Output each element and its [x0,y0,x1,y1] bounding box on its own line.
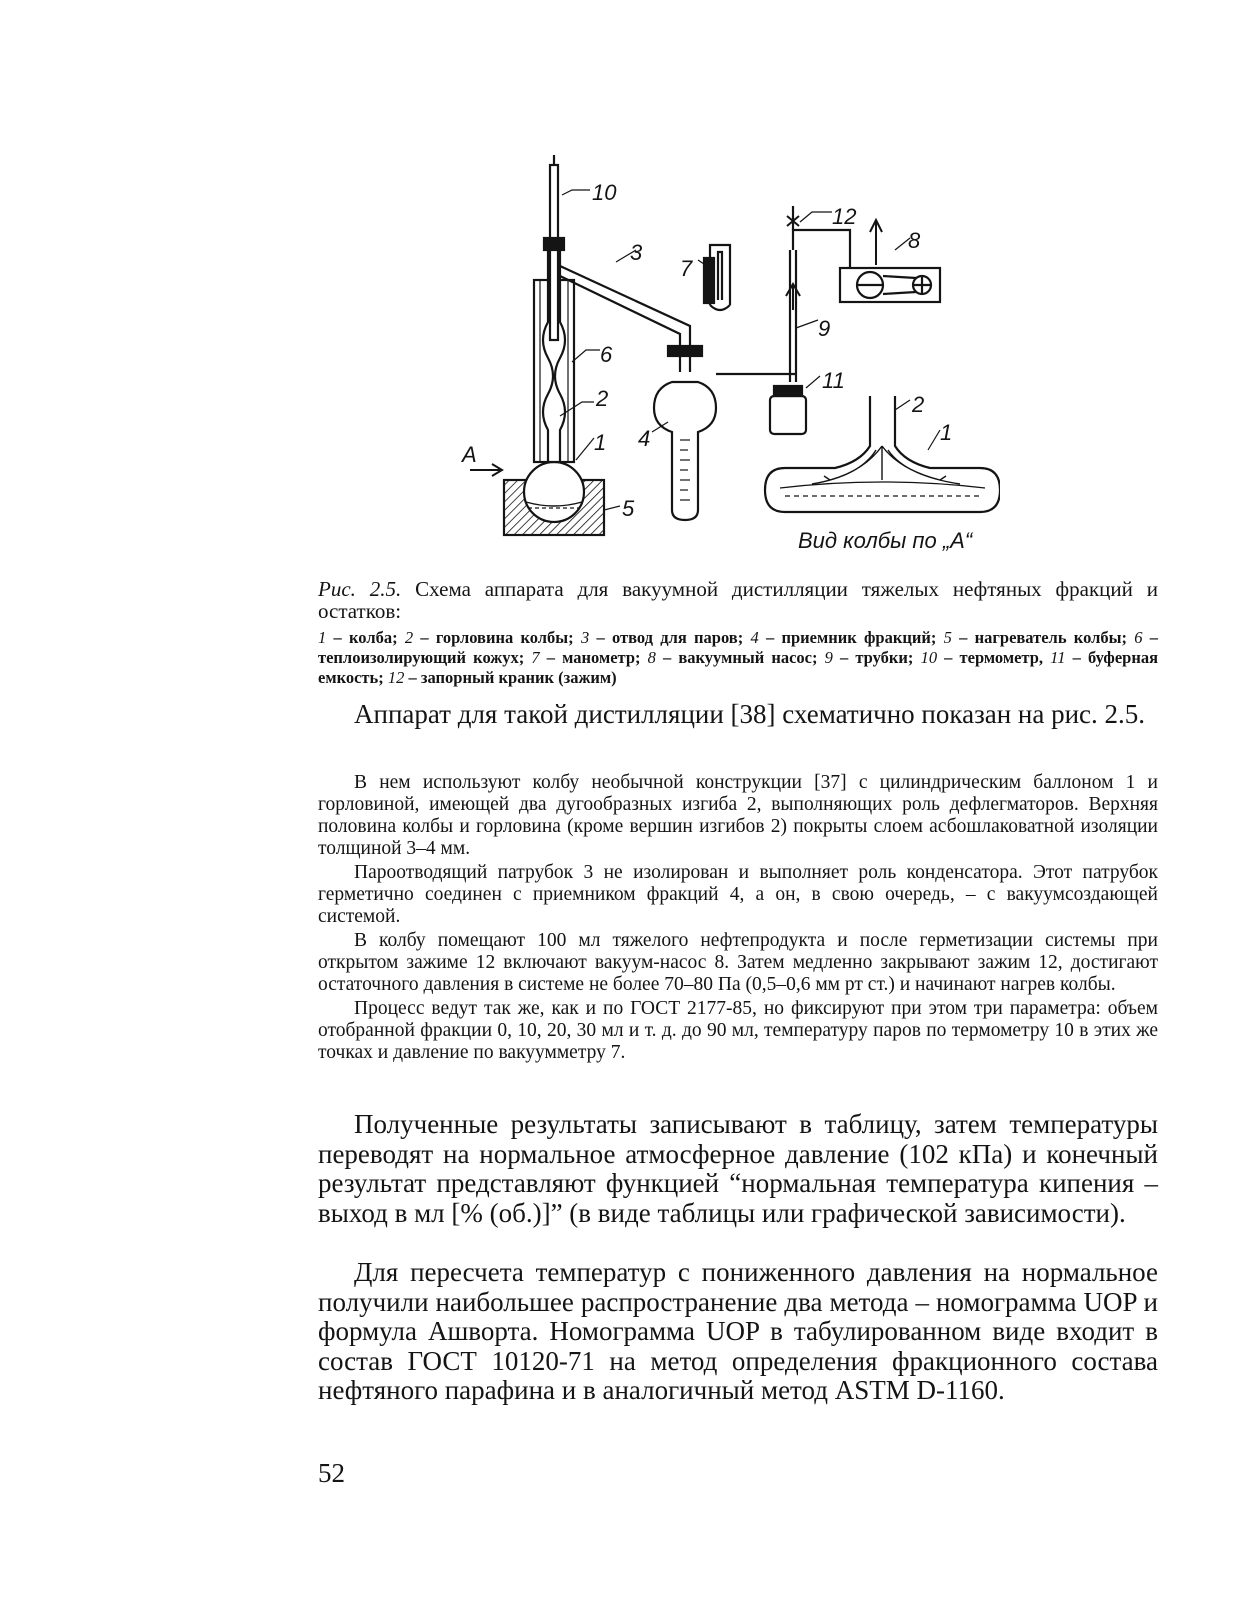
legend-item-text: – отвод для паров; [589,628,751,647]
label-3: 3 [630,240,643,265]
flask [524,462,584,522]
paragraph-methods [318,1258,1158,1406]
view-a-caption: Вид колбы по „А“ [798,528,973,553]
legend-item-text: – запорный краник (зажим) [404,668,617,687]
legend-item-number: 6 [1134,628,1143,647]
figure-number: Рис. 2.5. [318,577,402,601]
small-paragraph-2: Пароотводящий патрубок 3 не изолирован и выполняет роль конденсатора. Этот патрубок герметично соединен с приемником фракций 4, а он, в свою очередь, – с вакуумсоздающей системой. [318,862,1158,927]
label-a: A [462,442,477,467]
small-paragraph-3: В колбу помещают 100 мл тяжелого нефтепродукта и после герметизации системы при открытом зажиме 12 включают вакуум-насос 8. Затем медленно закрывают зажим 12, достигают остаточного давления в системе не более 70–80 Па (0,5–0,6 мм рт ст.) и начинают нагрев колбы. [318,930,1158,995]
legend-item-text: – манометр; [539,648,648,667]
legend-item-number: 1 [318,628,327,647]
small-paragraph-4: Процесс ведут так же, как и по ГОСТ 2177-85, но фиксируют при этом три параметра: объем отобранной фракции 0, 10, 20, 30 мл и т. д. до 90 мл, температуру паров по термометру 10 в этих же точках и давление по вакуумметру 7. [318,998,1158,1063]
legend-item-number: 9 [824,648,833,667]
legend-item-number: 4 [750,628,759,647]
legend-item [405,628,581,647]
legend-item [825,648,921,667]
legend-item [388,668,617,687]
caption-text: Схема аппарата для вакуумной дистилляции тяжелых нефтяных фракций и остатков: [318,577,1158,623]
label-10: 10 [592,180,617,205]
legend-item-text: – термометр, [937,648,1051,667]
legend-item-text: – буферная емкость; [318,648,1159,687]
legend-item-number: 11 [1050,648,1066,667]
paragraph-results [318,1110,1158,1228]
figure-caption [318,578,1158,688]
label-9: 9 [818,316,831,341]
label-7: 7 [680,256,693,281]
figure-legend [318,628,1158,688]
legend-item-text: – трубки; [832,648,921,667]
label-8: 8 [908,228,921,253]
paragraph-text: Полученные результаты записывают в таблицу, затем температуры переводят на нормальное атмосферное давление (102 кПа) и конечный результат представляют функцией “нормальная температура кипения – выход в мл [% (об.)]” (в виде таблицы или графической зависимости). [318,1109,1158,1228]
label-1: 1 [594,430,607,455]
label-4: 4 [638,426,651,451]
label-11: 11 [822,368,845,393]
legend-item-number: 7 [531,648,540,667]
connecting-tubes [716,250,796,382]
legend-item-number: 5 [943,628,952,647]
buffer-tank [770,396,806,434]
legend-item-number: 8 [647,648,656,667]
legend-item-text: – вакуумный насос; [655,648,825,667]
legend-item-text: – нагреватель колбы; [951,628,1135,647]
legend-item [531,648,647,667]
legend-item-text: – приемник фракций; [758,628,944,647]
apparatus-drawing [440,150,1000,570]
caption-title [318,578,1158,622]
legend-item-number: 10 [920,648,938,667]
legend-item [944,628,1135,647]
apparatus-diagram [440,150,1000,570]
paragraph-intro [318,700,1158,730]
label-2: 2 [596,386,609,411]
label-12: 12 [832,204,857,229]
legend-item [750,628,943,647]
legend-item-text: – колба; [326,628,405,647]
legend-item [581,628,751,647]
paragraph-text: Аппарат для такой дистилляции [38] схематично показан на рис. 2.5. [354,699,1146,729]
small-paragraph-1: В нем используют колбу необычной конструкции [37] с цилиндрическим баллоном 1 и горловиной, имеющей два дугообразных изгиба 2, выполняющих роль дефлегматоров. Верхняя половина колбы и горловина (кроме вершин изгибов 2) покрыты слоем асбошлаковатной изоляции толщиной 3–4 мм. [318,772,1158,859]
legend-item-number: 2 [404,628,414,647]
fraction-receiver [654,382,716,520]
legend-item [921,648,1051,667]
legend-item [318,628,405,647]
legend-item [648,648,825,667]
small-print-block [318,772,1158,1066]
label-side-2: 2 [912,392,925,417]
legend-item-text: – горловина колбы; [413,628,581,647]
paragraph-text: Для пересчета температур с пониженного давления на нормальное получили наибольшее распространение два метода – номограмма UOP и формула Ашворта. Номограмма UOP в табулированном виде входит в состав ГОСТ 10120-71 на метод определения фракционного состава нефтяного парафина и в аналогичный метод ASTM D-1160. [318,1257,1158,1405]
legend-item-text: – теплоизолирующий кожух; [318,628,1159,667]
label-side-1: 1 [940,420,953,445]
legend-item-number: 3 [580,628,590,647]
label-6: 6 [600,342,613,367]
label-5: 5 [622,496,635,521]
page-number: 52 [318,1458,345,1488]
legend-item-number: 12 [387,668,405,687]
thermometer [550,165,558,340]
